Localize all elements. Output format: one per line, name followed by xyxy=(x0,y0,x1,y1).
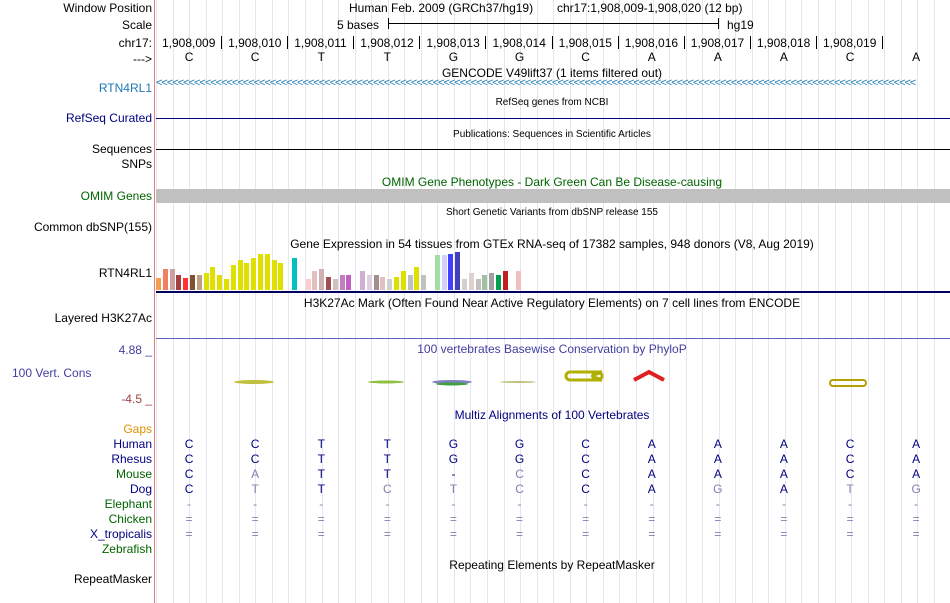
alignment-base: G xyxy=(448,452,459,466)
alignment-base: G xyxy=(448,437,459,451)
species-label[interactable]: Elephant xyxy=(104,497,152,511)
gtex-tissue-bar[interactable] xyxy=(258,254,263,290)
gtex-tissue-bar[interactable] xyxy=(414,267,419,290)
coordinate-tick xyxy=(750,36,751,49)
chrom-label: chr17: xyxy=(118,36,152,50)
alignment-base: = xyxy=(780,527,788,541)
gtex-tissue-bar[interactable] xyxy=(176,275,181,290)
alignment-base: = xyxy=(516,512,524,526)
coordinate-label: 1,908,015 xyxy=(558,36,612,50)
gtex-tissue-bar[interactable] xyxy=(476,279,481,290)
dbsnp-track-label[interactable]: Common dbSNP(155) xyxy=(33,220,152,234)
scale-bar-text: 5 bases xyxy=(337,18,380,32)
gtex-tissue-bar[interactable] xyxy=(448,254,453,290)
sequence-base: T xyxy=(383,50,392,64)
alignment-base: A xyxy=(779,437,788,451)
alignment-base: A xyxy=(912,452,921,466)
coordinate-tick xyxy=(353,36,354,49)
scale-bar-left-end xyxy=(388,18,389,29)
gtex-gene-line xyxy=(156,291,950,293)
alignment-base: - xyxy=(517,497,522,511)
alignment-base: G xyxy=(911,482,921,496)
repeatmasker-track-label[interactable]: RepeatMasker xyxy=(73,572,152,586)
alignment-base: - xyxy=(715,497,720,511)
alignment-base: C xyxy=(383,482,392,496)
alignment-base: C xyxy=(581,467,590,481)
scale-label: Scale xyxy=(121,18,152,32)
alignment-base: C xyxy=(581,437,590,451)
alignment-base: A xyxy=(713,437,722,451)
refseq-track-label[interactable]: RefSeq Curated xyxy=(65,111,152,125)
sequence-base: T xyxy=(317,50,325,64)
gtex-tissue-bar[interactable] xyxy=(272,260,277,290)
gtex-tissue-bar[interactable] xyxy=(224,279,229,290)
publications-track-label[interactable]: Sequences xyxy=(91,142,152,156)
alignment-base: T xyxy=(383,467,392,481)
sequence-base: C xyxy=(845,50,855,64)
alignment-base: G xyxy=(514,452,525,466)
gtex-tissue-bar[interactable] xyxy=(435,255,440,290)
publications-line[interactable] xyxy=(156,149,950,150)
strand-label: ---> xyxy=(133,52,152,66)
coordinate-label: 1,908,010 xyxy=(228,36,282,50)
gtex-tissue-bar[interactable] xyxy=(292,258,297,290)
gtex-tissue-bar[interactable] xyxy=(408,275,413,290)
alignment-base: C xyxy=(184,482,194,496)
h3k27ac-track-label[interactable]: Layered H3K27Ac xyxy=(54,311,152,325)
gtex-tissue-bar[interactable] xyxy=(251,258,256,290)
phylop-max-label: 4.88 _ xyxy=(118,343,152,357)
alignment-base: G xyxy=(514,437,525,451)
alignment-base: T xyxy=(317,482,325,496)
gtex-tissue-bar[interactable] xyxy=(210,267,215,290)
alignment-base: - xyxy=(187,497,192,511)
coordinate-tick xyxy=(552,36,553,49)
alignment-base: = xyxy=(383,527,391,541)
coordinate-label: 1,908,009 xyxy=(162,36,216,50)
coordinate-label: 1,908,019 xyxy=(823,36,877,50)
alignment-base: = xyxy=(780,512,788,526)
alignment-base: C xyxy=(515,482,524,496)
gencode-track-title[interactable]: GENCODE V49lift37 (1 items filtered out) xyxy=(441,66,663,80)
alignment-base: - xyxy=(848,497,853,511)
gtex-tissue-bar[interactable] xyxy=(156,278,161,290)
alignment-base: = xyxy=(185,527,193,541)
species-label[interactable]: Dog xyxy=(129,482,152,496)
gtex-expression-bars[interactable] xyxy=(156,250,556,290)
alignment-base: A xyxy=(779,482,788,496)
gtex-tissue-bar[interactable] xyxy=(421,275,426,290)
gtex-tissue-bar[interactable] xyxy=(217,275,222,290)
alignment-base: C xyxy=(845,437,855,451)
gtex-tissue-bar[interactable] xyxy=(442,255,447,290)
sequence-base: C xyxy=(581,50,590,64)
alignment-base: = xyxy=(449,527,457,541)
species-label[interactable]: Zebrafish xyxy=(101,542,152,556)
alignment-base: - xyxy=(253,497,258,511)
sequence-base: A xyxy=(713,50,722,64)
alignment-base: A xyxy=(779,452,788,466)
coordinate-label: 1,908,017 xyxy=(690,36,745,50)
phylop-track-title[interactable]: 100 vertebrates Basewise Conservation by PhyloP xyxy=(417,342,687,356)
gtex-tissue-bar[interactable] xyxy=(455,252,460,290)
gtex-tissue-bar[interactable] xyxy=(319,269,324,290)
gtex-tissue-bar[interactable] xyxy=(333,279,338,290)
species-label[interactable]: Human xyxy=(113,437,152,451)
coordinate-label: 1,908,012 xyxy=(360,36,414,50)
alignment-base: C xyxy=(184,452,194,466)
species-label[interactable]: Mouse xyxy=(115,467,152,481)
alignment-base: A xyxy=(647,467,656,481)
phylop-conservation-logo[interactable] xyxy=(156,366,950,396)
alignment-base: = xyxy=(383,512,391,526)
alignment-base: A xyxy=(912,437,921,451)
alignment-base: = xyxy=(846,527,854,541)
logo-mark xyxy=(500,381,536,383)
gtex-tissue-bar[interactable] xyxy=(340,275,345,290)
gtex-tissue-bar[interactable] xyxy=(265,254,270,290)
gencode-gene-label[interactable]: RTN4RL1 xyxy=(98,81,152,95)
phylop-track-label[interactable]: 100 Vert. Cons xyxy=(12,366,92,380)
scale-bar xyxy=(388,23,718,24)
alignment-base: = xyxy=(846,512,854,526)
alignment-base: = xyxy=(714,512,722,526)
gtex-tissue-bar[interactable] xyxy=(197,275,202,290)
alignment-base: A xyxy=(713,452,722,466)
species-label[interactable]: X_tropicalis xyxy=(89,527,152,541)
gtex-tissue-bar[interactable] xyxy=(183,278,188,290)
repeatmasker-track-title[interactable]: Repeating Elements by RepeatMasker xyxy=(449,558,655,572)
gaps-label: Gaps xyxy=(123,422,152,436)
publications-track-title[interactable]: Publications: Sequences in Scientific Articles xyxy=(453,129,651,140)
alignment-base: A xyxy=(713,467,722,481)
alignment-base: T xyxy=(383,437,392,451)
gtex-tissue-bar[interactable] xyxy=(380,277,385,290)
gtex-track-title[interactable]: Gene Expression in 54 tissues from GTEx RNA-seq of 17382 samples, 948 donors (V8, Aug 2019) xyxy=(290,237,814,251)
gtex-tissue-bar[interactable] xyxy=(306,279,311,290)
alignment-base: C xyxy=(515,467,524,481)
sequence-base: A xyxy=(647,50,656,64)
alignment-base: = xyxy=(317,512,325,526)
logo-mark xyxy=(436,383,468,386)
alignment-base: - xyxy=(385,497,390,511)
alignment-base: G xyxy=(713,482,723,496)
gtex-tissue-bar[interactable] xyxy=(163,269,168,290)
alignment-base: T xyxy=(846,482,854,496)
scale-bar-right-end xyxy=(718,18,719,29)
alignment-base: C xyxy=(250,437,260,451)
alignment-base: A xyxy=(647,437,656,451)
coordinate-tick xyxy=(419,36,420,49)
alignment-base: = xyxy=(648,527,656,541)
snps-label: SNPs xyxy=(121,157,152,171)
alignment-base: C xyxy=(845,467,855,481)
omim-gene-bar[interactable] xyxy=(156,189,950,203)
alignment-base: A xyxy=(647,482,656,496)
gtex-tissue-bar[interactable] xyxy=(496,275,501,290)
logo-mark xyxy=(634,372,664,380)
alignment-base: = xyxy=(516,527,524,541)
phylop-min-label: -4.5 _ xyxy=(121,392,152,406)
coordinate-tick xyxy=(485,36,486,49)
gtex-tissue-bar[interactable] xyxy=(244,263,249,290)
gencode-gene-feature[interactable]: <<<<<<<<<<<<<<<<<<<<<<<<<<<<<<<<<<<<<<<<<<<<<<<<<<<<<<<<<<<<<<<<<<<<<<<<<<<<<<<<<<<<<<<<<<<<<<<<<<<<<<<<<<<<<<<<<<<<<<<<<<<<<<<<<<<<<<<<<<<< xyxy=(156,77,916,89)
gtex-tissue-bar[interactable] xyxy=(204,273,209,290)
alignment-base: A xyxy=(251,467,260,481)
gtex-tissue-bar[interactable] xyxy=(516,271,521,290)
omim-track-title[interactable]: OMIM Gene Phenotypes - Dark Green Can Be Disease-causing xyxy=(381,175,723,189)
alignment-base: C xyxy=(581,482,590,496)
alignment-base: T xyxy=(383,452,392,466)
gtex-tissue-bar[interactable] xyxy=(462,279,467,290)
alignment-base: C xyxy=(184,467,194,481)
alignment-base: = xyxy=(912,512,920,526)
image-left-border xyxy=(154,0,155,603)
gtex-tissue-bar[interactable] xyxy=(401,271,406,290)
logo-mark xyxy=(830,380,866,386)
gtex-tissue-bar[interactable] xyxy=(503,271,508,290)
sequence-base: A xyxy=(912,50,921,64)
alignment-base: - xyxy=(319,497,324,511)
alignment-base: = xyxy=(582,527,590,541)
dbsnp-track-title[interactable]: Short Genetic Variants from dbSNP release 155 xyxy=(446,207,658,218)
alignment-base: A xyxy=(647,452,656,466)
alignment-base: T xyxy=(317,452,325,466)
alignment-base: C xyxy=(184,437,194,451)
coordinate-tick xyxy=(684,36,685,49)
gtex-tissue-bar[interactable] xyxy=(312,271,317,290)
gtex-tissue-bar[interactable] xyxy=(469,273,474,290)
coordinate-label: 1,908,014 xyxy=(492,36,546,50)
alignment-base: C xyxy=(845,452,855,466)
refseq-gene-line[interactable] xyxy=(156,118,950,119)
species-label[interactable]: Rhesus xyxy=(111,452,152,466)
alignment-base: - xyxy=(914,497,919,511)
refseq-track-title[interactable]: RefSeq genes from NCBI xyxy=(495,97,609,108)
coordinate-tick xyxy=(287,36,288,49)
alignment-base: = xyxy=(185,512,193,526)
omim-track-label[interactable]: OMIM Genes xyxy=(80,189,152,203)
alignment-base: A xyxy=(779,467,788,481)
position-readout: chr17:1,908,009-1,908,020 (12 bp) xyxy=(557,1,743,15)
coordinate-tick xyxy=(882,36,883,49)
gtex-tissue-bar[interactable] xyxy=(482,275,487,290)
gtex-tissue-bar[interactable] xyxy=(394,277,399,290)
coordinate-tick xyxy=(221,36,222,49)
coordinate-label: 1,908,018 xyxy=(756,36,811,50)
coordinate-label: 1,908,011 xyxy=(294,36,347,50)
sequence-base: G xyxy=(514,50,525,64)
gtex-tissue-bar[interactable] xyxy=(387,279,392,290)
alignment-base: T xyxy=(317,437,325,451)
coordinate-label: 1,908,016 xyxy=(624,36,679,50)
logo-mark xyxy=(234,380,274,384)
alignment-base: T xyxy=(251,482,259,496)
alignment-base: - xyxy=(781,497,786,511)
alignment-base: T xyxy=(449,482,458,496)
alignment-base: = xyxy=(648,512,656,526)
gtex-tissue-bar[interactable] xyxy=(170,269,175,290)
alignment-base: - xyxy=(649,497,654,511)
sequence-base: A xyxy=(779,50,788,64)
alignment-base: T xyxy=(317,467,325,481)
alignment-base: = xyxy=(582,512,590,526)
gtex-tissue-bar[interactable] xyxy=(190,275,195,290)
alignment-base: = xyxy=(317,527,325,541)
alignment-base: A xyxy=(912,467,921,481)
alignment-base: = xyxy=(251,527,259,541)
alignment-base: C xyxy=(250,452,260,466)
sequence-base: G xyxy=(448,50,459,64)
alignment-base: = xyxy=(449,512,457,526)
h3k27ac-track-title[interactable]: H3K27Ac Mark (Often Found Near Active Regulatory Elements) on 7 cell lines from ENCODE xyxy=(303,296,801,310)
window-position-label: Window Position xyxy=(63,1,152,15)
scale-db: hg19 xyxy=(727,18,754,32)
gtex-tissue-bar[interactable] xyxy=(231,265,236,290)
alignment-base: C xyxy=(581,452,590,466)
assembly-title[interactable]: Human Feb. 2009 (GRCh37/hg19) xyxy=(349,1,534,15)
gtex-tissue-bar[interactable] xyxy=(374,275,379,290)
gtex-tissue-bar[interactable] xyxy=(346,275,351,290)
alignment-base: = xyxy=(714,527,722,541)
coordinate-label: 1,908,013 xyxy=(426,36,480,50)
sequence-base: C xyxy=(184,50,194,64)
h3k27ac-baseline xyxy=(156,338,950,339)
gtex-gene-label[interactable]: RTN4RL1 xyxy=(98,266,152,280)
alignment-base: - xyxy=(583,497,588,511)
sequence-base: C xyxy=(250,50,260,64)
alignment-base: - xyxy=(451,497,456,511)
logo-mark xyxy=(368,381,404,384)
gtex-tissue-bar[interactable] xyxy=(238,260,243,290)
alignment-base: - xyxy=(451,467,456,481)
gtex-tissue-bar[interactable] xyxy=(367,275,372,290)
gtex-tissue-bar[interactable] xyxy=(360,271,365,290)
coordinate-tick xyxy=(816,36,817,49)
species-label[interactable]: Chicken xyxy=(108,512,152,526)
alignment-base: = xyxy=(251,512,259,526)
gtex-tissue-bar[interactable] xyxy=(489,273,494,290)
gtex-tissue-bar[interactable] xyxy=(278,263,283,290)
coordinate-tick xyxy=(618,36,619,49)
gtex-tissue-bar[interactable] xyxy=(326,277,331,290)
alignment-base: = xyxy=(912,527,920,541)
multiz-track-title[interactable]: Multiz Alignments of 100 Vertebrates xyxy=(454,408,650,422)
logo-mark xyxy=(566,372,602,380)
